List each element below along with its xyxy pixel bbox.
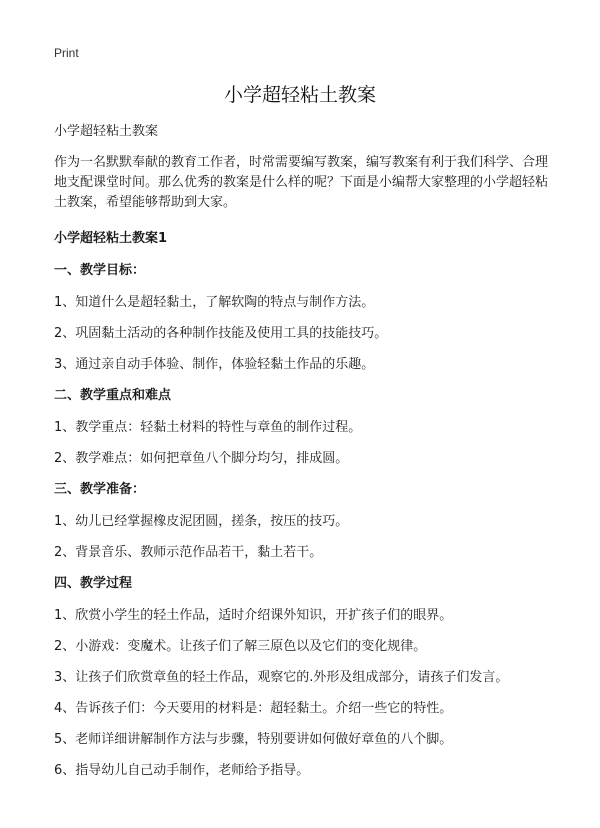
list-item: 2、巩固黏土活动的各种制作技能及使用工具的技能技巧。 bbox=[54, 326, 388, 341]
section-process bbox=[54, 574, 554, 781]
list-item: 1、教学重点：轻黏土材料的特性与章鱼的制作过程。 bbox=[54, 420, 362, 435]
list-item: 1、欣赏小学生的轻土作品，适时介绍课外知识，开扩孩子们的眼界。 bbox=[54, 608, 453, 623]
list-item: 5、老师详细讲解制作方法与步骤，特别要讲如何做好章鱼的八个脚。 bbox=[54, 732, 453, 747]
list-item: 6、指导幼儿自己动手制作，老师给予指导。 bbox=[54, 763, 310, 778]
list-item: 2、小游戏：变魔术。让孩子们了解三原色以及它们的变化规律。 bbox=[54, 639, 427, 654]
section-key-points bbox=[54, 386, 554, 469]
section-heading: 四、教学过程 bbox=[54, 576, 133, 591]
list-item: 2、教学难点：如何把章鱼八个脚分均匀，排成圆。 bbox=[54, 451, 349, 466]
list-item: 4、告诉孩子们：今天要用的材料是：超轻黏土。介绍一些它的特性。 bbox=[54, 701, 453, 716]
section-heading: 一、教学目标： bbox=[54, 263, 146, 278]
list-item: 2、背景音乐、教师示范作品若干，黏土若干。 bbox=[54, 545, 323, 560]
section-preparation bbox=[54, 480, 554, 563]
document-subtitle: 小学超轻粘土教案 bbox=[54, 124, 159, 139]
list-item: 3、通过亲自动手体验、制作，体验轻黏土作品的乐趣。 bbox=[54, 357, 375, 372]
intro-paragraph: 作为一名默默奉献的教育工作者，时常需要编写教案，编写教案有利于我们科学、合理地支配课堂时间。那么优秀的教案是什么样的呢？下面是小编帮大家整理的小学超轻粘土教案，希望能够帮助到大家。 bbox=[54, 155, 549, 210]
list-item: 1、知道什么是超轻黏土，了解软陶的特点与制作方法。 bbox=[54, 295, 375, 310]
section-heading: 三、教学准备： bbox=[54, 482, 146, 497]
list-item: 1、幼儿已经掌握橡皮泥团圆，搓条，按压的技巧。 bbox=[54, 514, 349, 529]
lesson-heading: 小学超轻粘土教案1 bbox=[54, 231, 168, 246]
page-title: 小学超轻粘土教案 bbox=[223, 84, 376, 106]
document-body bbox=[54, 122, 554, 792]
section-objectives bbox=[54, 261, 554, 375]
print-link[interactable]: Print bbox=[54, 46, 79, 60]
section-heading: 二、教学重点和难点 bbox=[54, 388, 172, 403]
list-item: 3、让孩子们欣赏章鱼的轻土作品，观察它的.外形及组成部分，请孩子们发言。 bbox=[54, 670, 509, 685]
